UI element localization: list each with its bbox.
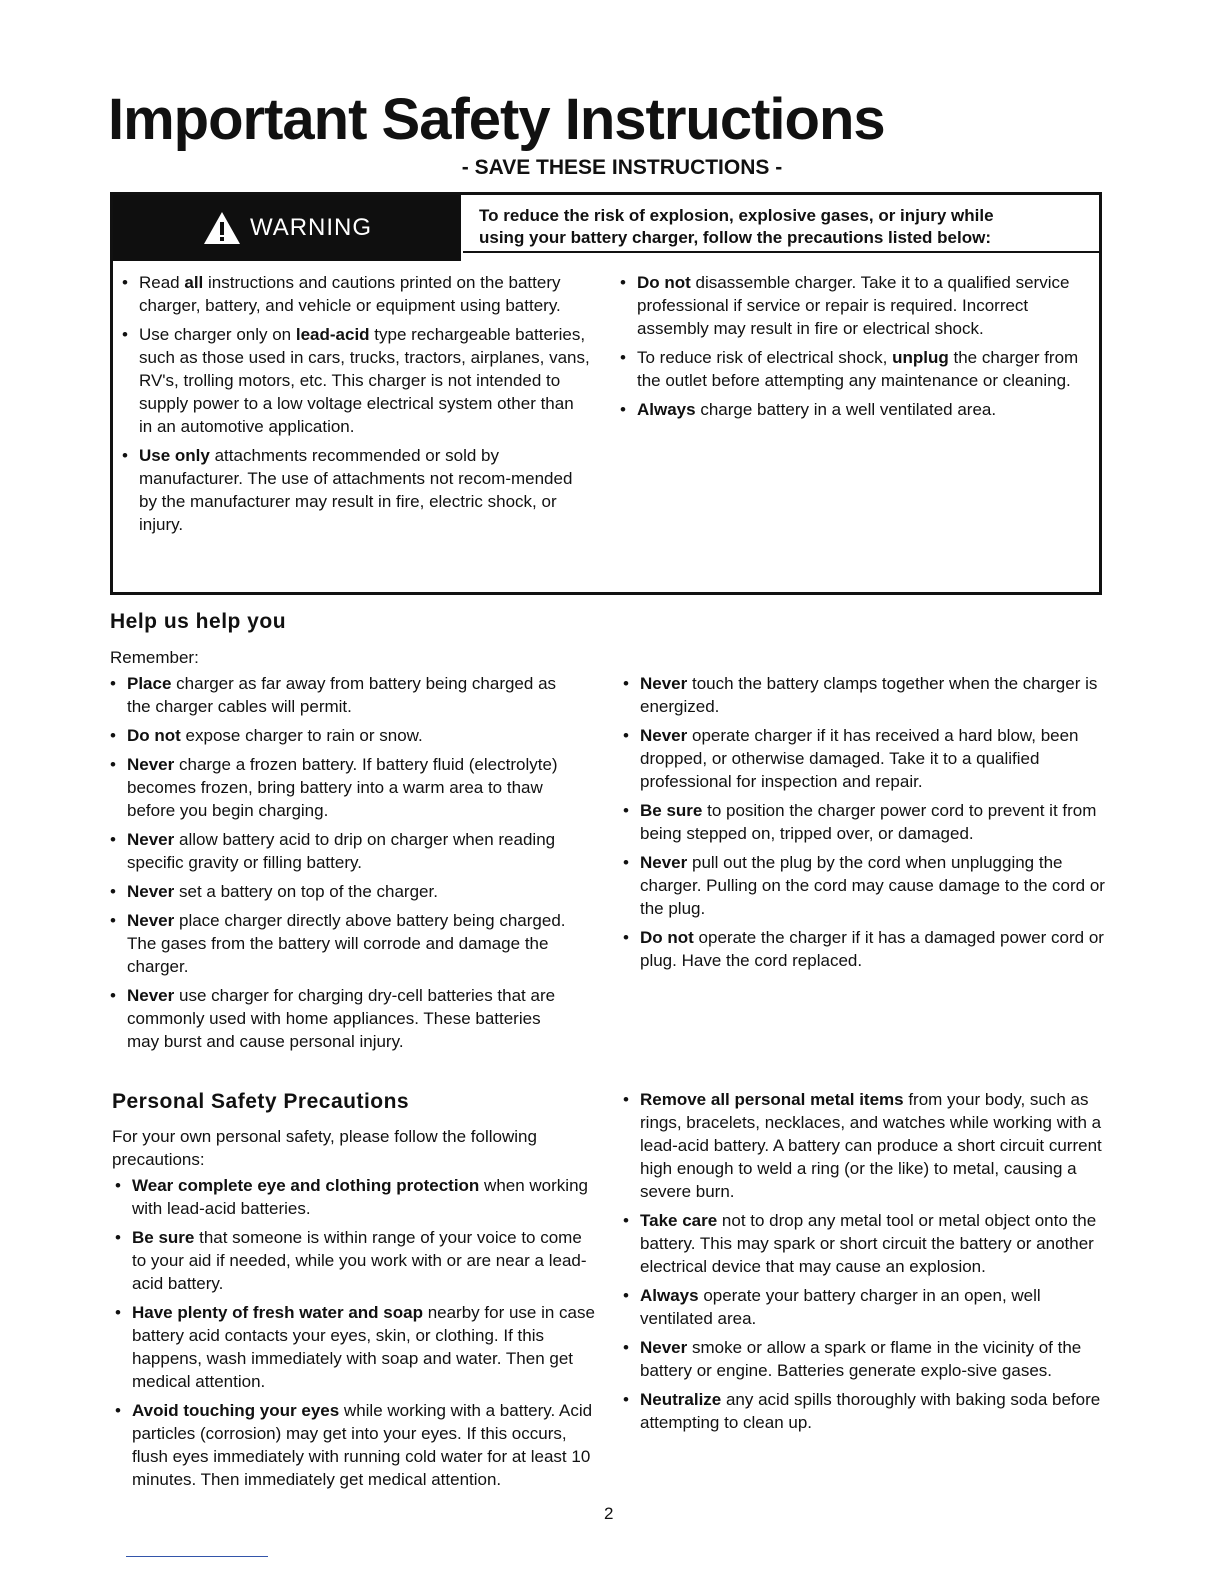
personal-list-left <box>112 1174 598 1497</box>
warning-note-line: using your battery charger, follow the precautions listed below: <box>479 228 991 247</box>
list-item: • Never operate charger if it has received a hard blow, been dropped, or otherwise damaged. Take it to a qualified professional for inspection and repair. <box>620 724 1106 793</box>
list-item: • Place charger as far away from battery being charged as the charger cables will permit. <box>107 672 567 718</box>
list-item: • Never allow battery acid to drip on charger when reading specific gravity or filling battery. <box>107 828 567 874</box>
list-item: • Never place charger directly above battery being charged. The gases from the battery will corrode and damage the charger. <box>107 909 567 978</box>
list-item: • Do not disassemble charger. Take it to a qualified service professional if service or repair is required. Incorrect assembly may result in fire or electrical shock. <box>617 271 1087 340</box>
page-subtitle: - SAVE THESE INSTRUCTIONS - <box>461 156 783 179</box>
list-item: • Neutralize any acid spills thoroughly with baking soda before attempting to clean up. <box>620 1388 1112 1434</box>
list-item: • Do not expose charger to rain or snow. <box>107 724 567 747</box>
list-item: • Wear complete eye and clothing protection when working with lead-acid batteries. <box>112 1174 598 1220</box>
help-list-right <box>620 672 1106 978</box>
warning-label-tab <box>113 195 461 261</box>
list-item: • Read all instructions and cautions printed on the battery charger, battery, and vehicle or equipment using battery. <box>119 271 591 317</box>
warning-note-line: To reduce the risk of explosion, explosive gases, or injury while <box>479 206 994 225</box>
warning-box <box>110 192 1102 595</box>
help-list-left <box>107 672 567 1059</box>
list-item: • Never set a battery on top of the charger. <box>107 880 567 903</box>
list-item: • Never pull out the plug by the cord when unplugging the charger. Pulling on the cord may cause damage to the cord or the plug. <box>620 851 1106 920</box>
personal-list-right <box>620 1088 1112 1440</box>
help-intro: Remember: <box>110 648 199 667</box>
warning-label: WARNING <box>249 214 373 241</box>
list-item: • Take care not to drop any metal tool or metal object onto the battery. This may spark or short circuit the battery or another electrical device that may cause an explosion. <box>620 1209 1112 1278</box>
warning-list-right <box>617 271 1087 427</box>
warning-list-left <box>119 271 591 542</box>
warning-triangle-icon <box>202 210 242 246</box>
page-title: Important Safety Instructions <box>108 87 885 152</box>
warning-note <box>463 195 1099 253</box>
footer-rule <box>126 1556 268 1557</box>
list-item: • Use only attachments recommended or sold by manufacturer. The use of attachments not recom-mended by the manufacturer may result in fire, electric shock, or injury. <box>119 444 591 536</box>
list-item: • Always operate your battery charger in an open, well ventilated area. <box>620 1284 1112 1330</box>
personal-intro: For your own personal safety, please follow the following precautions: <box>112 1127 537 1169</box>
list-item: • Never smoke or allow a spark or flame in the vicinity of the battery or engine. Batteries generate explo-sive gases. <box>620 1336 1112 1382</box>
list-item: • Use charger only on lead-acid type rechargeable batteries, such as those used in cars, trucks, tractors, airplanes, vans, RV's, trolling motors, etc. This charger is not intended to supply power to a low voltage electrical system other than in an automotive application. <box>119 323 591 438</box>
list-item: • Always charge battery in a well ventilated area. <box>617 398 1087 421</box>
list-item: • Remove all personal metal items from your body, such as rings, bracelets, necklaces, and watches while working with a lead-acid battery. A battery can produce a short circuit current high enough to weld a ring (or the like) to metal, causing a severe burn. <box>620 1088 1112 1203</box>
help-heading: Help us help you <box>110 610 287 633</box>
list-item: • Be sure to position the charger power cord to prevent it from being stepped on, tripped over, or damaged. <box>620 799 1106 845</box>
list-item: • Do not operate the charger if it has a damaged power cord or plug. Have the cord replaced. <box>620 926 1106 972</box>
list-item: • Never touch the battery clamps together when the charger is energized. <box>620 672 1106 718</box>
list-item: • Have plenty of fresh water and soap nearby for use in case battery acid contacts your eyes, skin, or clothing. If this happens, wash immediately with soap and water. Then get medical attention. <box>112 1301 598 1393</box>
list-item: • Never use charger for charging dry-cell batteries that are commonly used with home appliances. These batteries may burst and cause personal injury. <box>107 984 567 1053</box>
list-item: • Avoid touching your eyes while working with a battery. Acid particles (corrosion) may get into your eyes. If this occurs, flush eyes immediately with running cold water for at least 10 minutes. Then immediately get medical attention. <box>112 1399 598 1491</box>
list-item: • Never charge a frozen battery. If battery fluid (electrolyte) becomes frozen, bring battery into a warm area to thaw before you begin charging. <box>107 753 567 822</box>
personal-heading: Personal Safety Precautions <box>112 1090 410 1113</box>
list-item: • Be sure that someone is within range of your voice to come to your aid if needed, while you work with or are near a lead-acid battery. <box>112 1226 598 1295</box>
page-number: 2 <box>604 1504 614 1523</box>
list-item: • To reduce risk of electrical shock, unplug the charger from the outlet before attempting any maintenance or cleaning. <box>617 346 1087 392</box>
